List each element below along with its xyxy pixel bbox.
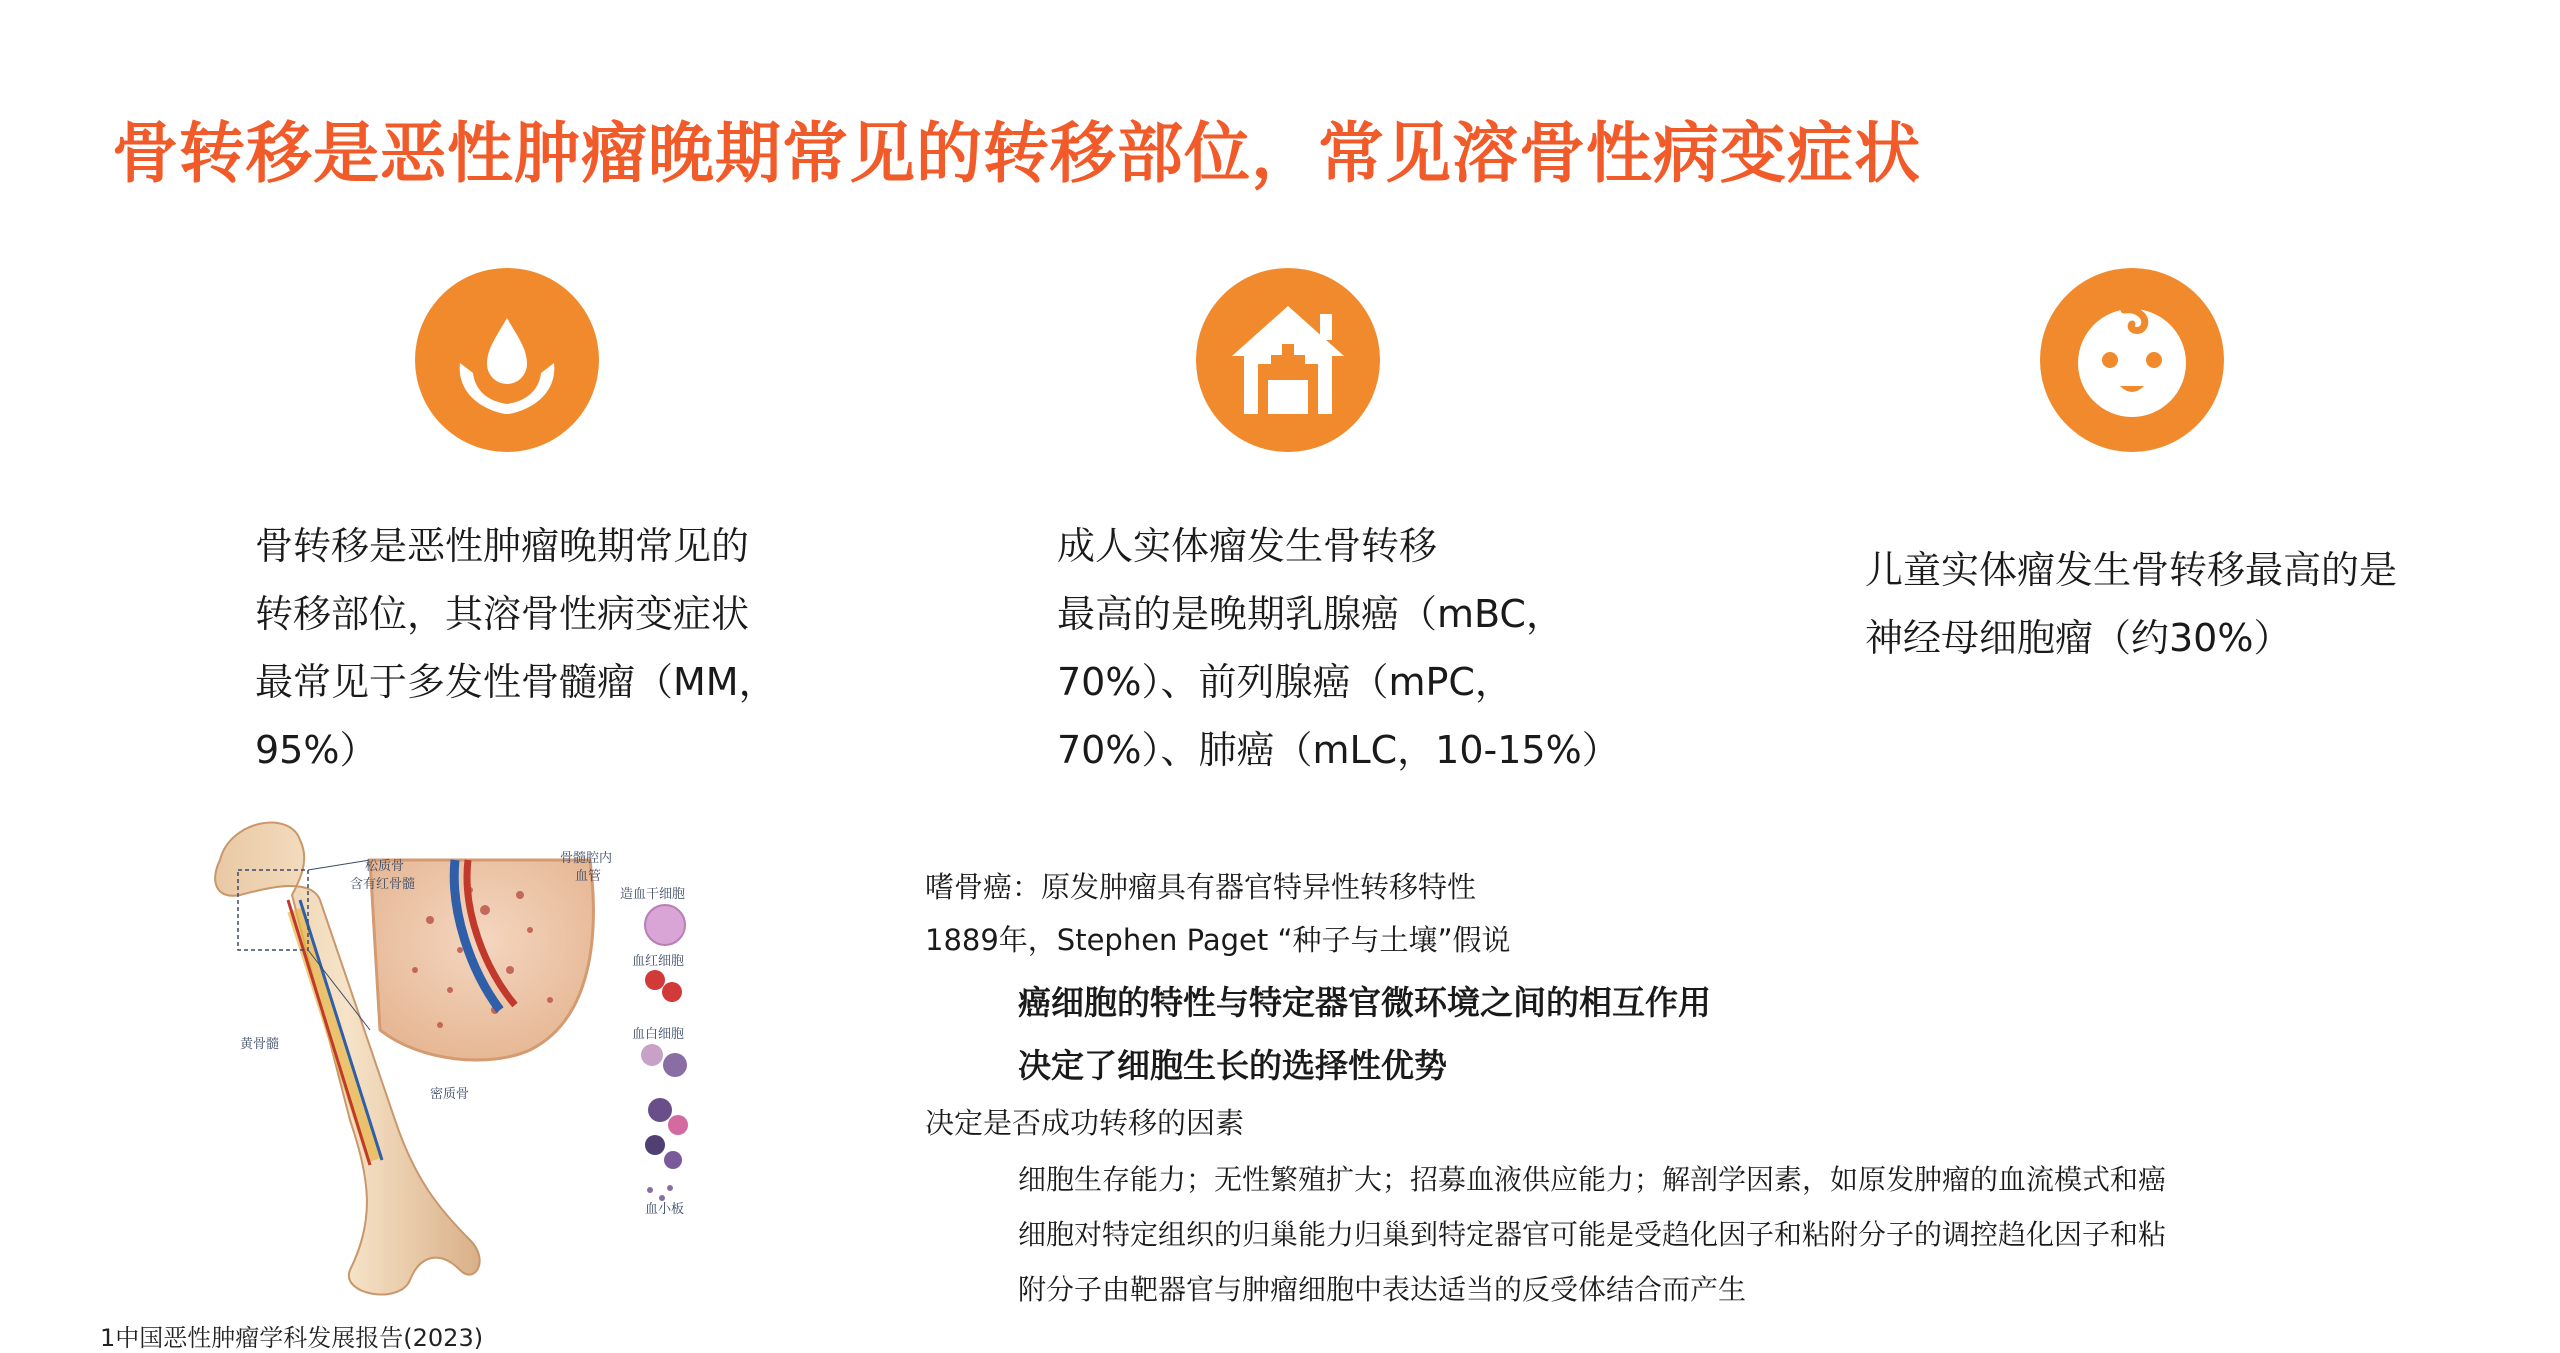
label-vessel: 血管 — [575, 869, 602, 884]
right-line-2: 1889年，Stephen Paget “种子与土壤”假说 — [925, 923, 1511, 957]
label-hsc: 造血干细胞 — [620, 887, 686, 902]
footnote: 1中国恶性肿瘤学科发展报告(2023) — [100, 1324, 484, 1352]
column-3-line: 神经母细胞瘤（约30%） — [1865, 616, 2292, 660]
column-1-text — [255, 512, 777, 784]
label-cancellous: 松质骨 — [365, 859, 405, 874]
column-2-line: 最高的是晚期乳腺癌（mBC， — [1057, 592, 1564, 636]
column-1-line: 95%） — [255, 728, 378, 772]
label-compact: 密质骨 — [430, 1087, 470, 1102]
house-medical-icon — [1196, 268, 1380, 452]
label-marrow-cavity: 骨髓腔内 — [560, 851, 613, 866]
right-line-1: 嗜骨癌：原发肿瘤具有器官特异性转移特性 — [925, 870, 1477, 904]
label-platelet: 血小板 — [645, 1202, 685, 1217]
column-1-line: 转移部位，其溶骨性病变症状 — [255, 592, 750, 636]
hands-drop-icon — [415, 268, 599, 452]
column-3-text — [1865, 536, 2397, 672]
right-detail-line: 细胞生存能力；无性繁殖扩大；招募血液供应能力；解剖学因素，如原发肿瘤的血流模式和癌 — [1018, 1163, 2167, 1196]
column-2-line: 70%）、前列腺癌（mPC， — [1057, 660, 1513, 704]
label-wbc: 血白细胞 — [632, 1027, 685, 1042]
column-2-line: 成人实体瘤发生骨转移 — [1057, 524, 1438, 568]
label-yellow-marrow: 黄骨髓 — [240, 1037, 280, 1052]
right-bold-1: 癌细胞的特性与特定器官微环境之间的相互作用 — [1018, 983, 1711, 1022]
column-2-text — [1057, 512, 1620, 784]
right-detail-line: 细胞对特定组织的归巢能力归巢到特定器官可能是受趋化因子和粘附分子的调控趋化因子和粘 — [1018, 1218, 2167, 1251]
column-3-line: 儿童实体瘤发生骨转移最高的是 — [1865, 548, 2398, 592]
column-1-line: 最常见于多发性骨髓瘤（MM， — [255, 660, 777, 704]
column-1-line: 骨转移是恶性肿瘤晚期常见的 — [255, 524, 750, 568]
right-bold-2: 决定了细胞生长的选择性优势 — [1018, 1046, 1447, 1085]
bone-illustration — [200, 800, 760, 1310]
label-red-marrow: 含有红骨髓 — [350, 877, 416, 892]
right-line-3: 决定是否成功转移的因素 — [925, 1106, 1245, 1140]
column-2-line: 70%）、肺癌（mLC，10-15%） — [1057, 728, 1620, 772]
right-detail-line: 附分子由靶器官与肿瘤细胞中表达适当的反受体结合而产生 — [1018, 1273, 1747, 1306]
label-rbc: 血红细胞 — [632, 954, 685, 969]
page-title: 骨转移是恶性肿瘤晚期常见的转移部位，常见溶骨性病变症状 — [112, 115, 1921, 192]
baby-face-icon — [2040, 268, 2224, 452]
